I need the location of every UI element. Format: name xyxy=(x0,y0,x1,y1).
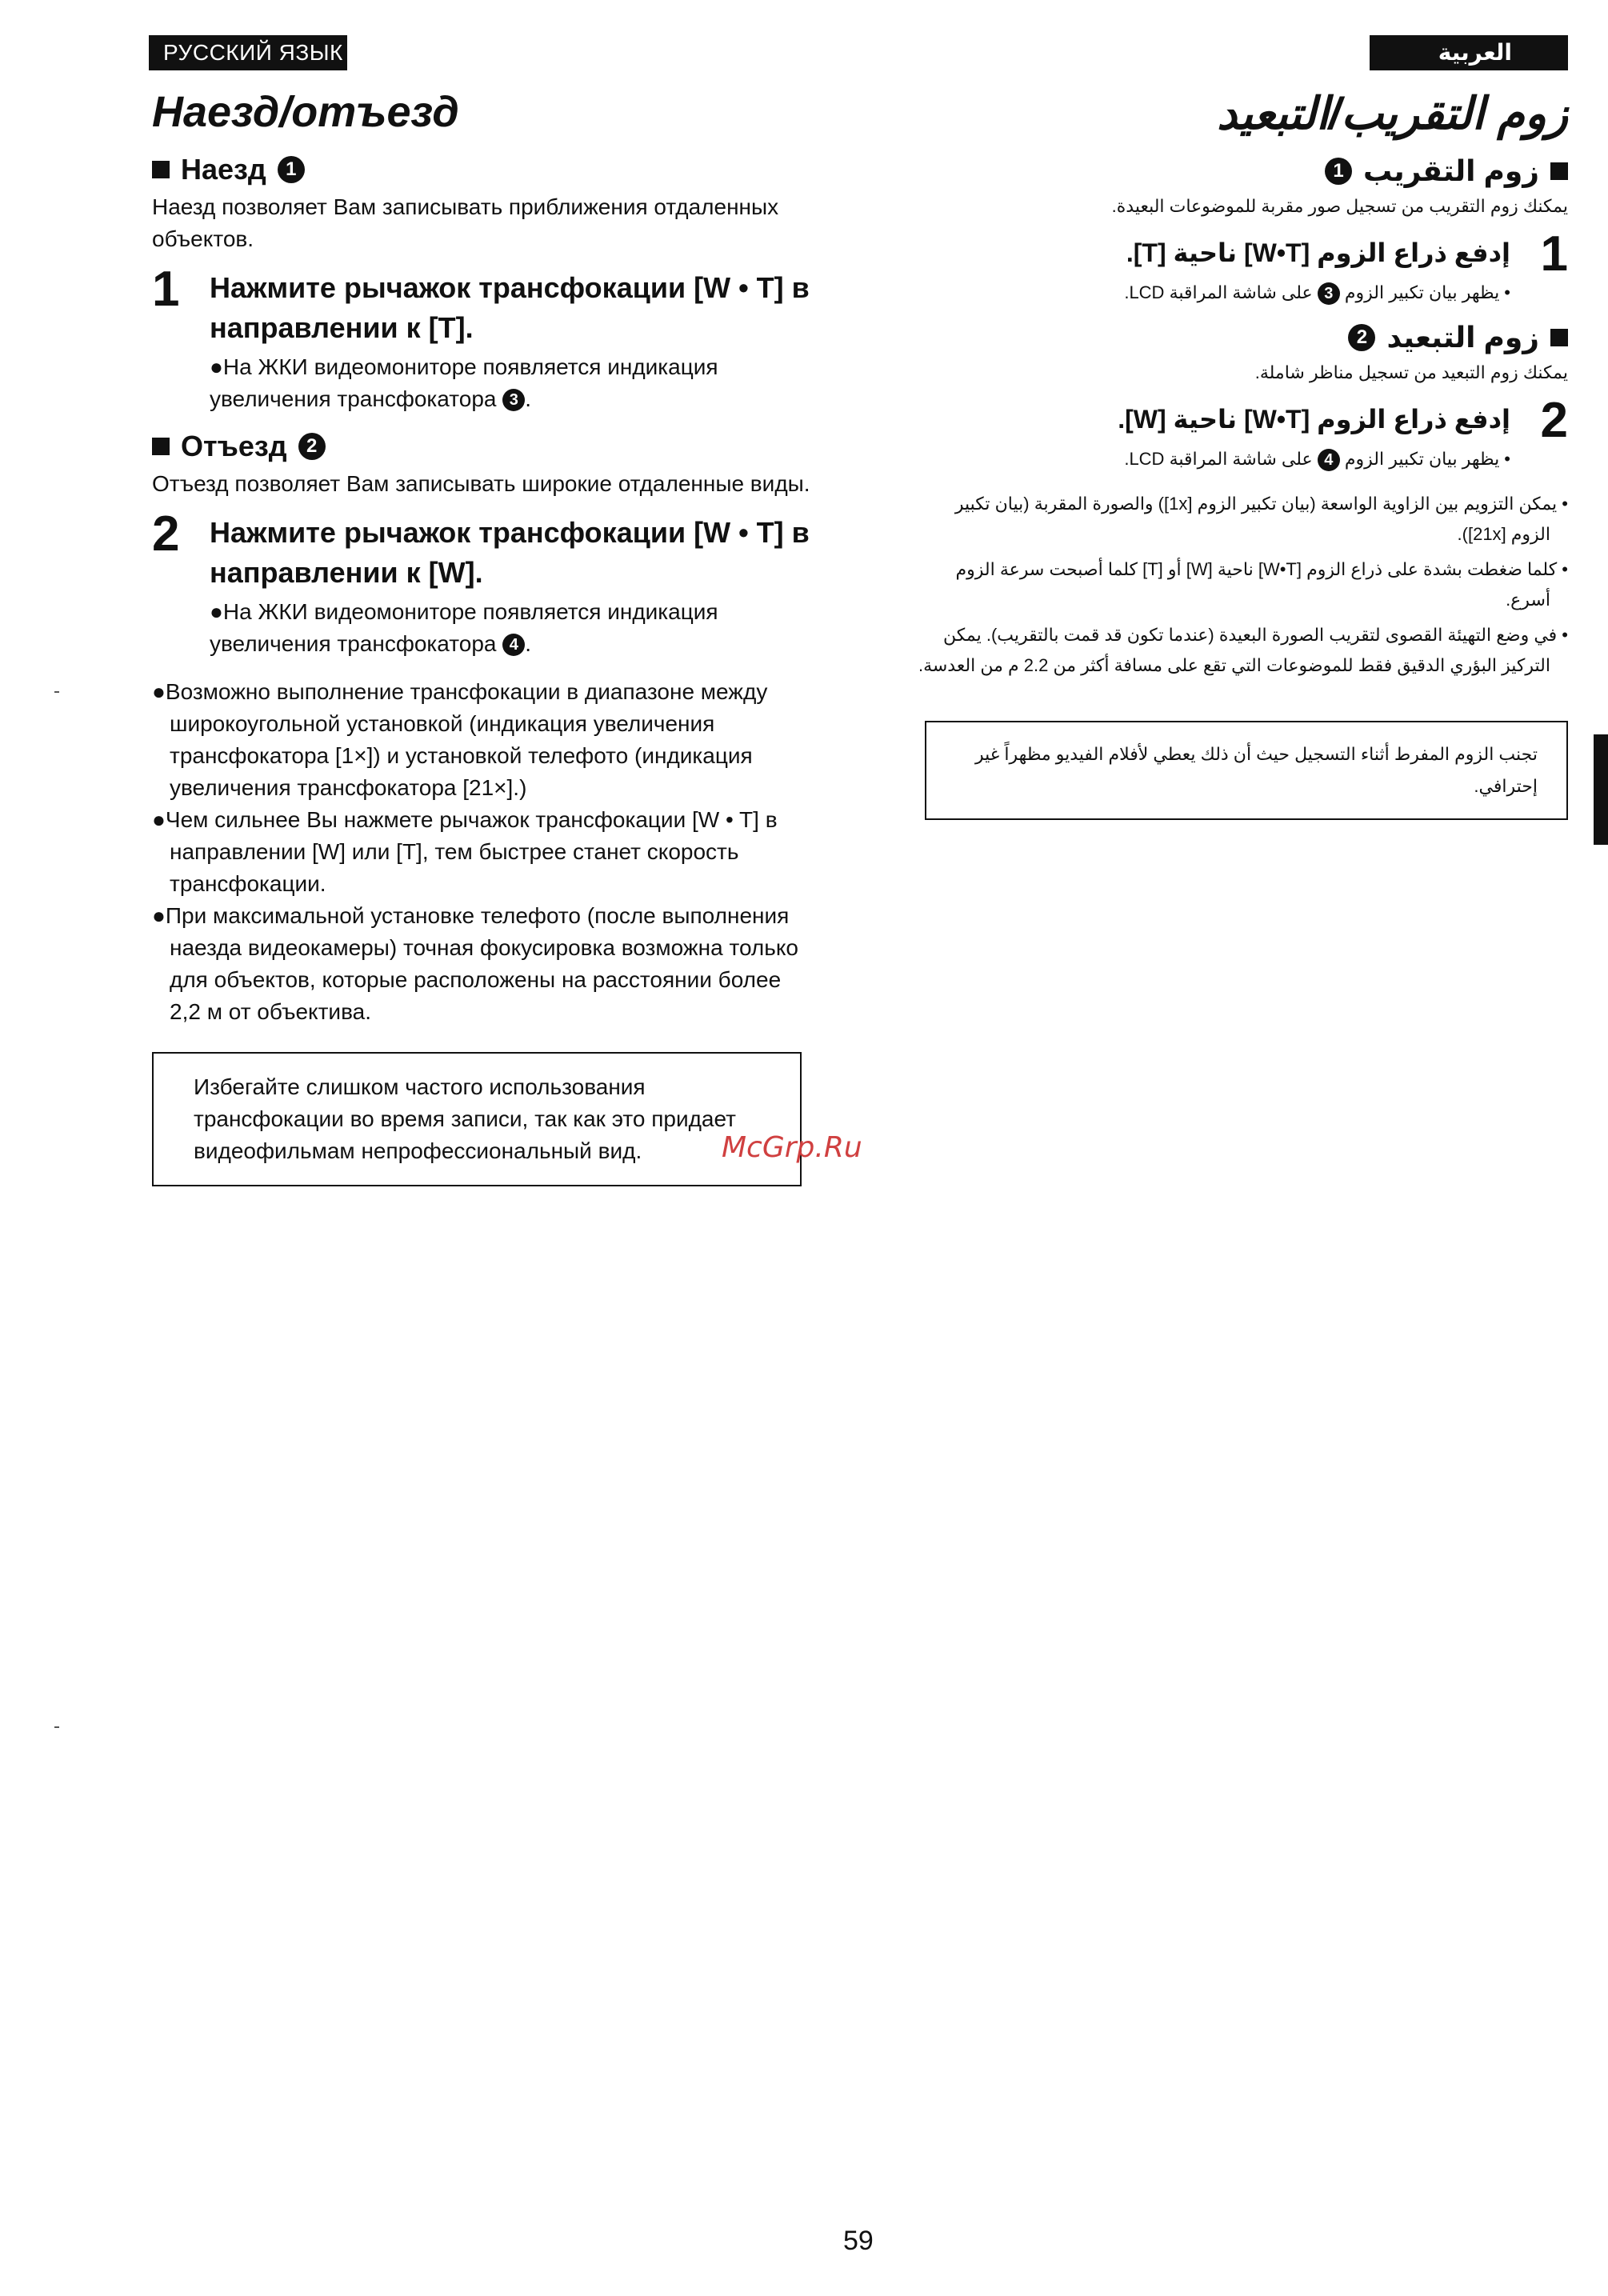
square-bullet-icon xyxy=(152,438,170,455)
bullet-text: На ЖКИ видеомониторе появляется индикация увеличения трансфокатора xyxy=(210,598,718,656)
zoom-out-description-ar: يمكنك زوم التبعيد من تسجيل مناظر شاملة. xyxy=(1254,362,1568,383)
step-instruction: Нажмите рычажок трансфокации [W • T] в направлении к [W]. xyxy=(210,515,810,589)
step-1-ar xyxy=(917,226,1568,282)
page-title-ar: زوم التقريب/التبعيد xyxy=(1217,88,1568,138)
arabic-column xyxy=(917,86,1568,820)
square-bullet-icon xyxy=(1550,162,1568,180)
note-item: • كلما ضغطت بشدة على ذراع الزوم [W•T] ناحية [W] أو [T] كلما أصبحت سرعة الزوم أسرع. xyxy=(955,559,1568,610)
margin-mark xyxy=(54,691,59,693)
circled-number-icon: 4 xyxy=(1318,449,1340,471)
square-bullet-icon xyxy=(1550,329,1568,346)
step-1-bullet-ar xyxy=(917,279,1510,306)
square-bullet-icon xyxy=(152,161,170,178)
margin-mark xyxy=(54,1726,59,1728)
step-2-ar xyxy=(917,393,1568,449)
step-instruction: Нажмите рычажок трансфокации [W • T] в направлении к [T]. xyxy=(210,270,810,344)
step-number: 1 xyxy=(1540,226,1568,282)
russian-column xyxy=(152,86,816,1186)
zoom-in-heading-ar xyxy=(917,154,1568,188)
step-instruction: إدفع ذراع الزوم [W•T] ناحية [W]. xyxy=(1118,405,1510,434)
notes-list-ar xyxy=(917,489,1568,681)
note-item: • في وضع التهيئة القصوى لتقريب الصورة البعيدة (عندما تكون قد قمت بالتقريب). يمكن التركيز البؤري الدقيق فقط للموضوعات التي تقع على مسافة أكثر من 2.2 م من العدسة. xyxy=(918,625,1568,676)
step-number: 1 xyxy=(152,261,180,317)
step-2-bullet-ru: ●На ЖКИ видеомониторе появляется индикация увеличения трансфокатора 4 . xyxy=(210,598,718,656)
section-tab-marker xyxy=(1594,734,1608,845)
bullet-text: على شاشة المراقبة LCD. xyxy=(1124,449,1313,470)
zoom-out-heading-text: Отъезд xyxy=(181,429,287,462)
language-tab-arabic: العربية xyxy=(1370,35,1568,70)
circled-number-icon: 3 xyxy=(502,389,525,411)
zoom-in-heading-text: Наезд xyxy=(181,152,266,186)
circled-number-icon: 3 xyxy=(1318,282,1340,305)
zoom-out-heading-ar xyxy=(917,321,1568,354)
zoom-out-heading-ru xyxy=(152,430,816,463)
notes-list-ru xyxy=(152,676,816,1028)
circled-number-icon: 4 xyxy=(502,634,525,656)
note-item: ●Чем сильнее Вы нажмете рычажок трансфокации [W • T] в направлении [W] или [T], тем быстрее станет скорость трансфокации. xyxy=(152,806,778,896)
page-title-ru: Наезд/отъезд xyxy=(152,88,459,136)
zoom-in-description-ar: يمكنك زوم التقريب من تسجيل صور مقربة للموضوعات البعيدة. xyxy=(1111,196,1568,217)
note-item: • يمكن التزويم بين الزاوية الواسعة (بيان تكبير الزوم [1x]) والصورة المقربة (بيان تكبير الزوم [21x]). xyxy=(954,494,1568,545)
page-number: 59 xyxy=(843,2226,874,2256)
step-1-ru xyxy=(152,261,816,348)
step-number: 2 xyxy=(152,506,180,562)
zoom-in-description-ru: Наезд позволяет Вам записывать приближения отдаленных объектов. xyxy=(152,194,779,251)
note-item: ●Возможно выполнение трансфокации в диапазоне между широкоугольной установкой (индикация увеличения трансфокатора [1×]) и установкой телефото (индикация увеличения трансфокатора [21×].) xyxy=(152,678,768,800)
step-instruction: إدفع ذراع الزوم [W•T] ناحية [T]. xyxy=(1126,238,1510,268)
bullet-text: على شاشة المراقبة LCD. xyxy=(1124,282,1313,303)
step-2-bullet-ar xyxy=(917,446,1510,473)
watermark: McGrp.Ru xyxy=(722,1131,862,1164)
zoom-in-heading-ru xyxy=(152,153,816,186)
zoom-out-heading-text: زوم التبعيد xyxy=(1386,321,1539,354)
circled-number-icon: 1 xyxy=(1325,158,1352,185)
zoom-out-description-ru: Отъезд позволяет Вам записывать широкие отдаленные виды. xyxy=(152,470,810,496)
zoom-in-heading-text: زوم التقريب xyxy=(1363,154,1539,188)
circled-number-icon: 1 xyxy=(278,156,305,183)
caution-box-ru: Избегайте слишком частого использования трансфокации во время записи, так как это придает видеофильмам непрофессиональный вид. xyxy=(152,1052,802,1186)
note-item: ●При максимальной установке телефото (после выполнения наезда видеокамеры) точная фокусировка возможна только для объектов, которые расположены на расстоянии более 2,2 м от объектива. xyxy=(152,902,798,1024)
bullet-text: • يظهر بيان تكبير الزوم xyxy=(1344,282,1510,303)
step-2-ru xyxy=(152,506,816,593)
caution-box-ar: تجنب الزوم المفرط أثناء التسجيل حيث أن ذلك يعطي لأفلام الفيديو مظهراً غير إحترافي. xyxy=(925,721,1568,820)
language-tab-russian: РУССКИЙ ЯЗЫК xyxy=(149,35,347,70)
bullet-text: На ЖКИ видеомониторе появляется индикация увеличения трансфокатора xyxy=(210,354,718,411)
step-1-bullet-ru: ●На ЖКИ видеомониторе появляется индикация увеличения трансфокатора 3 . xyxy=(210,354,718,411)
circled-number-icon: 2 xyxy=(1348,324,1375,351)
step-number: 2 xyxy=(1540,393,1568,449)
circled-number-icon: 2 xyxy=(298,433,326,460)
bullet-text: • يظهر بيان تكبير الزوم xyxy=(1344,449,1510,470)
